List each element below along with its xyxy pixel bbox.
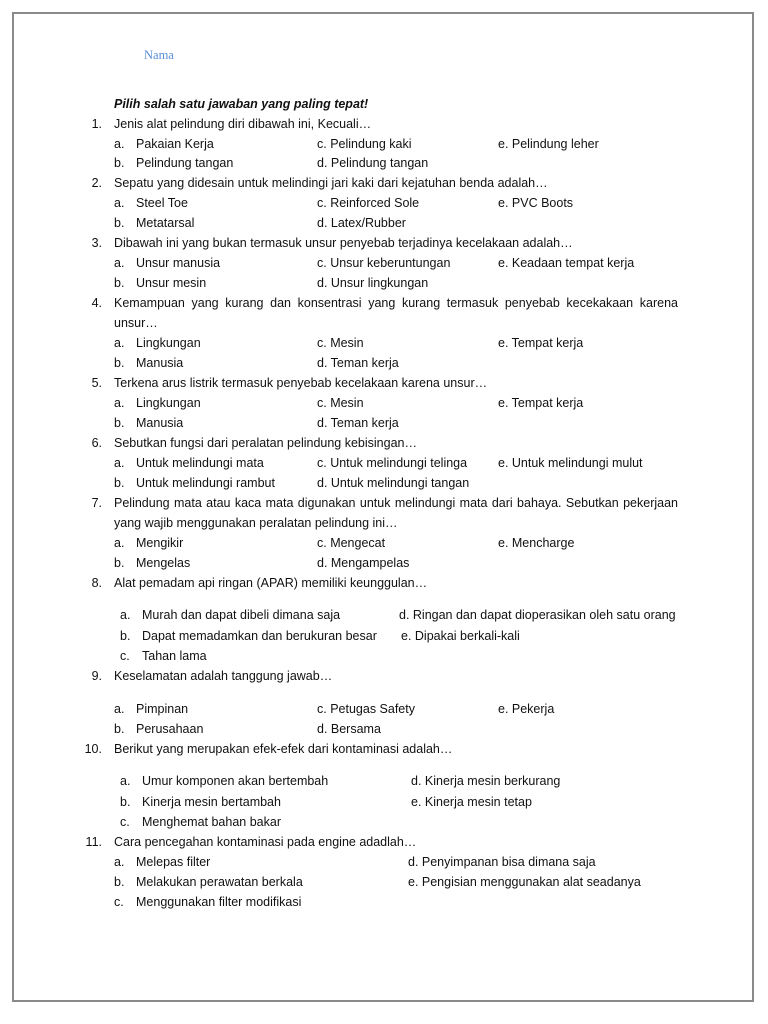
question-number: 1.	[91, 117, 102, 131]
question-text: Jenis alat pelindung diri dibawah ini, Kecuali…	[114, 117, 372, 131]
question-text: Kemampuan yang kurang dan konsentrasi yang kurang termasuk penyebab kecekakaan karena unsur…	[114, 296, 678, 330]
option-letter: a.	[114, 396, 125, 410]
option-item: c. Reinforced Sole	[317, 196, 420, 210]
option-letter: a.	[114, 536, 125, 550]
option-text: Mengikir	[136, 536, 184, 550]
option-text: Kinerja mesin bertambah	[142, 795, 281, 809]
question-number: 4.	[91, 296, 102, 310]
question-text: Sebutkan fungsi dari peralatan pelindung kebisingan…	[114, 436, 417, 450]
option-item: c. Untuk melindungi telinga	[317, 456, 468, 470]
option-item: c. Mesin	[317, 396, 364, 410]
question-text: Sepatu yang didesain untuk melindingi jari kaki dari kejatuhan benda adalah…	[114, 176, 548, 190]
option-item: e. PVC Boots	[498, 196, 574, 210]
option-item: d. Penyimpanan bisa dimana saja	[408, 855, 596, 869]
option-text: Metatarsal	[136, 216, 195, 230]
question-number: 10.	[84, 742, 102, 756]
name-label: Nama	[144, 48, 174, 62]
option-letter: a.	[114, 336, 125, 350]
option-item: d. Teman kerja	[317, 416, 399, 430]
question-number: 5.	[91, 376, 102, 390]
question-number: 11.	[85, 835, 102, 849]
option-item: e. Tempat kerja	[498, 396, 584, 410]
option-item: e. Pelindung leher	[498, 137, 599, 151]
option-letter: a.	[120, 774, 131, 788]
option-item: c. Mengecat	[317, 536, 386, 550]
option-item: e. Pekerja	[498, 702, 555, 716]
option-letter: a.	[114, 137, 125, 151]
instruction-heading: Pilih salah satu jawaban yang paling tepat!	[114, 97, 369, 111]
option-text: Perusahaan	[136, 722, 204, 736]
option-letter: a.	[114, 855, 125, 869]
question-text: Cara pencegahan kontaminasi pada engine adadlah…	[114, 835, 417, 849]
option-item: d. Untuk melindungi tangan	[317, 476, 470, 490]
option-letter: b.	[114, 875, 125, 889]
question-text: Dibawah ini yang bukan termasuk unsur penyebab terjadinya kecelakaan adalah…	[114, 236, 573, 250]
option-text: Mengelas	[136, 556, 191, 570]
document-content	[14, 14, 752, 1000]
option-letter: b.	[114, 416, 125, 430]
question-number: 6.	[91, 436, 102, 450]
option-item: d. Latex/Rubber	[317, 216, 406, 230]
option-letter: c.	[120, 649, 130, 663]
option-text: Pimpinan	[136, 702, 189, 716]
option-letter: c.	[120, 815, 130, 829]
option-text: Tahan lama	[142, 649, 207, 663]
question-number: 3.	[91, 236, 102, 250]
option-text: Untuk melindungi mata	[136, 456, 264, 470]
document-page	[12, 12, 754, 1002]
option-text: Lingkungan	[136, 396, 201, 410]
option-text: Unsur manusia	[136, 256, 221, 270]
option-item: d. Unsur lingkungan	[317, 276, 429, 290]
option-item: e. Mencharge	[498, 536, 575, 550]
option-item: e. Tempat kerja	[498, 336, 584, 350]
option-letter: a.	[114, 196, 125, 210]
question-text: Alat pemadam api ringan (APAR) memiliki keunggulan…	[114, 576, 428, 590]
option-item: e. Untuk melindungi mulut	[498, 456, 643, 470]
option-item: d. Teman kerja	[317, 356, 399, 370]
option-item: d. Bersama	[317, 722, 381, 736]
option-text: Lingkungan	[136, 336, 201, 350]
option-item: c. Unsur keberuntungan	[317, 256, 451, 270]
question-text: Berikut yang merupakan efek-efek dari kontaminasi adalah…	[114, 742, 453, 756]
option-letter: b.	[114, 556, 125, 570]
option-letter: b.	[120, 629, 131, 643]
option-letter: b.	[114, 276, 125, 290]
option-text: Dapat memadamkan dan berukuran besar	[142, 629, 377, 643]
question-text: Keselamatan adalah tanggung jawab…	[114, 669, 333, 683]
option-text: Steel Toe	[136, 196, 188, 210]
option-item: c. Mesin	[317, 336, 364, 350]
option-text: Manusia	[136, 356, 184, 370]
option-item: d. Mengampelas	[317, 556, 410, 570]
option-text: Manusia	[136, 416, 184, 430]
option-text: Umur komponen akan bertembah	[142, 774, 329, 788]
option-text: Unsur mesin	[136, 276, 207, 290]
option-letter: b.	[120, 795, 131, 809]
question-text: Terkena arus listrik termasuk penyebab kecelakaan karena unsur…	[114, 376, 488, 390]
option-letter: b.	[114, 476, 125, 490]
option-item: e. Dipakai berkali-kali	[401, 629, 520, 643]
question-text: Pelindung mata atau kaca mata digunakan untuk melindungi mata dari bahaya. Sebutkan pekerjaan yang wajib menggunakan peralatan pelindung ini…	[114, 496, 678, 530]
option-item: e. Kinerja mesin tetap	[411, 795, 532, 809]
option-text: Pakaian Kerja	[136, 137, 214, 151]
option-item: d. Pelindung tangan	[317, 156, 429, 170]
question-number: 2.	[91, 176, 102, 190]
option-letter: b.	[114, 722, 125, 736]
option-text: Untuk melindungi rambut	[136, 476, 275, 490]
option-item: c. Pelindung kaki	[317, 137, 412, 151]
option-text: Menghemat bahan bakar	[142, 815, 281, 829]
option-item: e. Pengisian menggunakan alat seadanya	[408, 875, 641, 889]
option-letter: a.	[114, 702, 125, 716]
option-letter: a.	[114, 456, 125, 470]
option-text: Melepas filter	[136, 855, 211, 869]
option-letter: b.	[114, 156, 125, 170]
question-number: 9.	[91, 669, 102, 683]
option-item: e. Keadaan tempat kerja	[498, 256, 635, 270]
option-item: d. Ringan dan dapat dioperasikan oleh satu orang	[399, 608, 676, 622]
option-text: Melakukan perawatan berkala	[136, 875, 303, 889]
question-number: 8.	[91, 576, 102, 590]
option-item: c. Petugas Safety	[317, 702, 415, 716]
question-number: 7.	[91, 496, 102, 510]
option-letter: c.	[114, 895, 124, 909]
option-text: Menggunakan filter modifikasi	[136, 895, 302, 909]
option-text: Murah dan dapat dibeli dimana saja	[142, 608, 341, 622]
option-item: d. Kinerja mesin berkurang	[411, 774, 561, 788]
option-letter: a.	[114, 256, 125, 270]
option-letter: b.	[114, 356, 125, 370]
option-letter: b.	[114, 216, 125, 230]
option-text: Pelindung tangan	[136, 156, 234, 170]
option-letter: a.	[120, 608, 131, 622]
